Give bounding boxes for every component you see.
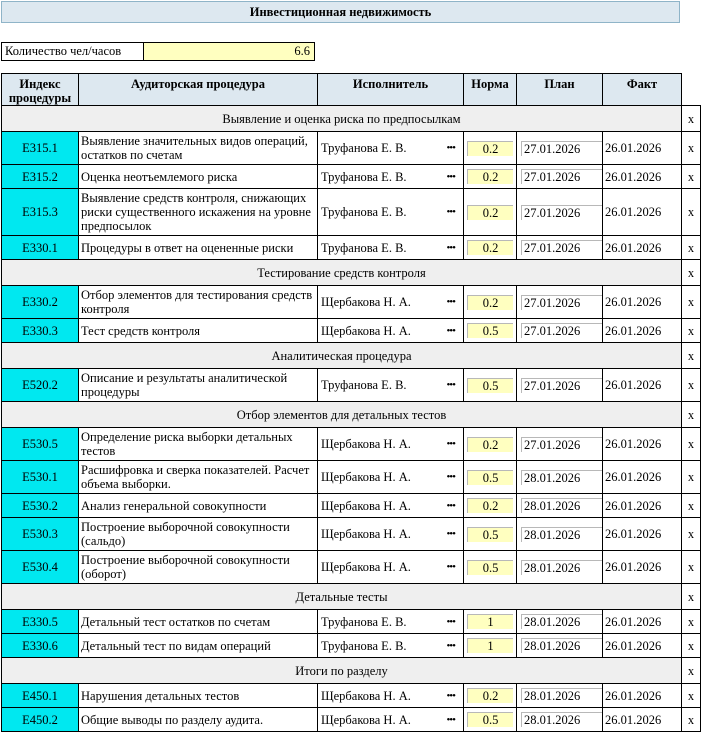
- executor-name: Труфанова Е. В.: [321, 614, 407, 629]
- norm-value[interactable]: 0.2: [467, 169, 513, 184]
- section-remove-button[interactable]: x: [682, 343, 701, 369]
- plan-date[interactable]: [517, 428, 603, 461]
- executor-picker-icon[interactable]: •••: [446, 324, 455, 337]
- executor-picker-icon[interactable]: •••: [446, 206, 455, 218]
- section-remove-button[interactable]: x: [682, 260, 701, 286]
- table-header: [2, 74, 701, 106]
- norm-value[interactable]: 0.5: [467, 527, 513, 542]
- fact-date[interactable]: 26.01.2026: [603, 518, 682, 551]
- row-remove-button[interactable]: x: [682, 551, 701, 584]
- section-title: Детальные тесты: [2, 584, 682, 610]
- section-remove-button[interactable]: x: [682, 402, 701, 428]
- header-fact: Факт: [603, 74, 682, 106]
- table-row: [2, 132, 701, 165]
- executor-name: Щербакова Н. А.: [321, 688, 411, 703]
- header-norm: Норма: [464, 74, 517, 106]
- row-remove-button[interactable]: x: [682, 634, 701, 658]
- fact-date[interactable]: 26.01.2026: [603, 428, 682, 461]
- procedure-name[interactable]: Построение выборочной совокупности (сальдо): [79, 518, 318, 551]
- norm-value[interactable]: 0.2: [467, 205, 513, 220]
- executor-picker-icon[interactable]: •••: [446, 296, 455, 308]
- norm-value[interactable]: 0.2: [467, 240, 513, 255]
- norm-cell[interactable]: [464, 518, 517, 551]
- table-row: [2, 551, 701, 584]
- plan-date-value[interactable]: 27.01.2026: [521, 169, 602, 184]
- section-title: Тестирование средств контроля: [2, 260, 682, 286]
- fact-date[interactable]: 26.01.2026: [603, 634, 682, 658]
- executor-cell[interactable]: [318, 165, 464, 189]
- fact-date[interactable]: 26.01.2026: [603, 189, 682, 236]
- section-row: [2, 106, 701, 132]
- executor-picker-icon[interactable]: •••: [446, 379, 455, 391]
- executor-picker-icon[interactable]: •••: [446, 639, 455, 652]
- norm-cell[interactable]: [464, 319, 517, 343]
- procedure-name[interactable]: Построение выборочной совокупности (оборот): [79, 551, 318, 584]
- procedure-name[interactable]: Отбор элементов для тестирования средств контроля: [79, 286, 318, 319]
- executor-picker-icon[interactable]: •••: [446, 499, 455, 512]
- procedure-name[interactable]: Детальный тест по видам операций: [79, 634, 318, 658]
- norm-value[interactable]: 0.2: [467, 141, 513, 156]
- procedure-index[interactable]: E330.2: [2, 286, 79, 319]
- norm-value[interactable]: 0.5: [467, 470, 513, 485]
- plan-date-value[interactable]: 27.01.2026: [521, 323, 602, 338]
- section-title: Аналитическая процедура: [2, 343, 682, 369]
- table-row: [2, 189, 701, 236]
- plan-date[interactable]: [517, 369, 603, 402]
- fact-date[interactable]: 26.01.2026: [603, 165, 682, 189]
- plan-date[interactable]: [517, 634, 603, 658]
- table-row: [2, 165, 701, 189]
- norm-value[interactable]: 0.5: [467, 712, 513, 727]
- table-row: [2, 428, 701, 461]
- norm-value[interactable]: 0.2: [467, 498, 513, 513]
- executor-name: Щербакова Н. А.: [321, 470, 411, 484]
- plan-date[interactable]: [517, 165, 603, 189]
- table-row: [2, 319, 701, 343]
- fact-date[interactable]: 26.01.2026: [603, 319, 682, 343]
- norm-cell[interactable]: [464, 428, 517, 461]
- row-remove-button[interactable]: x: [682, 684, 701, 708]
- section-row: [2, 402, 701, 428]
- executor-name: Щербакова Н. А.: [321, 560, 411, 574]
- header-executor: Исполнитель: [318, 74, 464, 106]
- fact-date[interactable]: 26.01.2026: [603, 461, 682, 494]
- plan-date-value[interactable]: 27.01.2026: [521, 437, 602, 452]
- executor-name: Щербакова Н. А.: [321, 295, 411, 309]
- executor-cell[interactable]: [318, 634, 464, 658]
- norm-cell[interactable]: [464, 286, 517, 319]
- norm-cell[interactable]: [464, 189, 517, 236]
- procedure-name[interactable]: Тест средств контроля: [79, 319, 318, 343]
- executor-cell[interactable]: [318, 236, 464, 260]
- plan-date-value[interactable]: 28.01.2026: [521, 527, 602, 542]
- plan-date[interactable]: [517, 518, 603, 551]
- table-row: [2, 684, 701, 708]
- fact-date[interactable]: 26.01.2026: [603, 236, 682, 260]
- plan-date[interactable]: [517, 551, 603, 584]
- fact-date[interactable]: 26.01.2026: [603, 610, 682, 634]
- plan-date-value[interactable]: 28.01.2026: [521, 614, 602, 629]
- norm-value[interactable]: 0.5: [467, 323, 513, 338]
- procedure-name[interactable]: Описание и результаты аналитической процедуры: [79, 369, 318, 402]
- fact-date[interactable]: 26.01.2026: [603, 369, 682, 402]
- plan-date-value[interactable]: 28.01.2026: [521, 470, 602, 485]
- executor-cell[interactable]: [318, 428, 464, 461]
- plan-date[interactable]: [517, 132, 603, 165]
- plan-date[interactable]: [517, 708, 603, 732]
- table-row: [2, 461, 701, 494]
- section-row: [2, 260, 701, 286]
- executor-cell[interactable]: [318, 551, 464, 584]
- row-remove-button[interactable]: x: [682, 319, 701, 343]
- row-remove-button[interactable]: x: [682, 165, 701, 189]
- plan-date[interactable]: [517, 286, 603, 319]
- procedure-index[interactable]: E530.5: [2, 428, 79, 461]
- executor-cell[interactable]: [318, 319, 464, 343]
- procedure-name[interactable]: Оценка неотъемлемого риска: [79, 165, 318, 189]
- executor-name: Труфанова Е. В.: [321, 378, 407, 392]
- executor-name: Щербакова Н. А.: [321, 527, 411, 541]
- section-title: Отбор элементов для детальных тестов: [2, 402, 682, 428]
- header-spacer: [682, 74, 701, 106]
- executor-picker-icon[interactable]: •••: [446, 170, 455, 183]
- table-body: [2, 106, 701, 732]
- plan-date-value[interactable]: 28.01.2026: [521, 560, 602, 575]
- plan-date-value[interactable]: 27.01.2026: [521, 205, 602, 220]
- row-remove-button[interactable]: x: [682, 610, 701, 634]
- norm-value[interactable]: 0.2: [467, 437, 513, 452]
- executor-name: Щербакова Н. А.: [321, 323, 411, 338]
- procedure-index[interactable]: E315.1: [2, 132, 79, 165]
- procedure-name[interactable]: Выявление значительных видов операций, остатков по счетам: [79, 132, 318, 165]
- procedure-index[interactable]: E530.2: [2, 494, 79, 518]
- procedure-index[interactable]: E330.6: [2, 634, 79, 658]
- procedure-index[interactable]: E330.5: [2, 610, 79, 634]
- executor-name: Щербакова Н. А.: [321, 498, 411, 513]
- executor-picker-icon[interactable]: •••: [446, 615, 455, 628]
- procedure-index[interactable]: E530.1: [2, 461, 79, 494]
- norm-cell[interactable]: [464, 165, 517, 189]
- executor-cell[interactable]: [318, 684, 464, 708]
- procedure-name[interactable]: Расшифровка и сверка показателей. Расчет объема выборки.: [79, 461, 318, 494]
- row-remove-button[interactable]: x: [682, 369, 701, 402]
- executor-picker-icon[interactable]: •••: [446, 561, 455, 573]
- norm-value[interactable]: 0.5: [467, 378, 513, 393]
- plan-date-value[interactable]: 27.01.2026: [521, 240, 602, 255]
- plan-date[interactable]: [517, 684, 603, 708]
- procedure-index[interactable]: E330.1: [2, 236, 79, 260]
- executor-cell[interactable]: [318, 461, 464, 494]
- hours-label: Количество чел/часов: [1, 42, 144, 61]
- norm-cell[interactable]: [464, 236, 517, 260]
- norm-cell[interactable]: [464, 551, 517, 584]
- executor-name: Труфанова Е. В.: [321, 240, 407, 255]
- executor-picker-icon[interactable]: •••: [446, 142, 455, 154]
- plan-date-value[interactable]: 28.01.2026: [521, 688, 602, 703]
- fact-date[interactable]: 26.01.2026: [603, 132, 682, 165]
- procedure-name[interactable]: Детальный тест остатков по счетам: [79, 610, 318, 634]
- row-remove-button[interactable]: x: [682, 286, 701, 319]
- executor-cell[interactable]: [318, 286, 464, 319]
- section-title: Итоги по разделу: [2, 658, 682, 684]
- plan-date-value[interactable]: 28.01.2026: [521, 638, 602, 653]
- norm-value[interactable]: 0.2: [467, 295, 513, 310]
- table-row: [2, 518, 701, 551]
- procedure-name[interactable]: Выявление средств контроля, снижающих риски существенного искажения на уровне предпосылок: [79, 189, 318, 236]
- plan-date-value[interactable]: 27.01.2026: [521, 378, 602, 393]
- table-row: [2, 708, 701, 732]
- procedures-table: [1, 73, 701, 732]
- norm-cell[interactable]: [464, 369, 517, 402]
- procedure-index[interactable]: E330.3: [2, 319, 79, 343]
- row-remove-button[interactable]: x: [682, 189, 701, 236]
- fact-date[interactable]: 26.01.2026: [603, 684, 682, 708]
- procedure-name[interactable]: Нарушения детальных тестов: [79, 684, 318, 708]
- row-remove-button[interactable]: x: [682, 494, 701, 518]
- procedure-name[interactable]: Процедуры в ответ на оцененные риски: [79, 236, 318, 260]
- plan-date[interactable]: [517, 189, 603, 236]
- section-row: [2, 658, 701, 684]
- fact-date[interactable]: 26.01.2026: [603, 551, 682, 584]
- norm-value[interactable]: 0.5: [467, 560, 513, 575]
- plan-date-value[interactable]: 28.01.2026: [521, 498, 602, 513]
- procedure-index[interactable]: E450.1: [2, 684, 79, 708]
- section-remove-button[interactable]: x: [682, 658, 701, 684]
- executor-picker-icon[interactable]: •••: [446, 241, 455, 254]
- procedure-name[interactable]: Общие выводы по разделу аудита.: [79, 708, 318, 732]
- norm-cell[interactable]: [464, 461, 517, 494]
- row-remove-button[interactable]: x: [682, 461, 701, 494]
- norm-value[interactable]: 1: [467, 614, 513, 629]
- hours-value[interactable]: 6.6: [144, 42, 315, 61]
- executor-cell[interactable]: [318, 494, 464, 518]
- executor-name: Щербакова Н. А.: [321, 712, 411, 727]
- section-title: Выявление и оценка риска по предпосылкам: [2, 106, 682, 132]
- executor-cell[interactable]: [318, 708, 464, 732]
- plan-date[interactable]: [517, 319, 603, 343]
- norm-cell[interactable]: [464, 610, 517, 634]
- procedure-name[interactable]: Анализ генеральной совокупности: [79, 494, 318, 518]
- plan-date-value[interactable]: 28.01.2026: [521, 712, 602, 727]
- sheet-title: Инвестиционная недвижимость: [1, 1, 680, 23]
- procedure-index[interactable]: E450.2: [2, 708, 79, 732]
- executor-picker-icon[interactable]: •••: [446, 713, 455, 726]
- header-procedure: Аудиторская процедура: [79, 74, 318, 106]
- norm-value[interactable]: 1: [467, 638, 513, 653]
- plan-date-value[interactable]: 27.01.2026: [521, 141, 602, 156]
- executor-picker-icon[interactable]: •••: [446, 471, 455, 483]
- row-remove-button[interactable]: x: [682, 132, 701, 165]
- norm-cell[interactable]: [464, 708, 517, 732]
- procedure-index[interactable]: E315.2: [2, 165, 79, 189]
- executor-cell[interactable]: [318, 369, 464, 402]
- table-row: [2, 610, 701, 634]
- executor-name: Труфанова Е. В.: [321, 638, 407, 653]
- norm-cell[interactable]: [464, 494, 517, 518]
- plan-date[interactable]: [517, 236, 603, 260]
- norm-cell[interactable]: [464, 132, 517, 165]
- row-remove-button[interactable]: x: [682, 236, 701, 260]
- executor-name: Труфанова Е. В.: [321, 205, 407, 219]
- row-remove-button[interactable]: x: [682, 518, 701, 551]
- executor-cell[interactable]: [318, 189, 464, 236]
- executor-name: Труфанова Е. В.: [321, 141, 407, 155]
- procedure-index[interactable]: E530.3: [2, 518, 79, 551]
- section-remove-button[interactable]: x: [682, 584, 701, 610]
- norm-cell[interactable]: [464, 634, 517, 658]
- executor-cell[interactable]: [318, 132, 464, 165]
- section-row: [2, 343, 701, 369]
- row-remove-button[interactable]: x: [682, 428, 701, 461]
- executor-cell[interactable]: [318, 518, 464, 551]
- norm-value[interactable]: 0.2: [467, 688, 513, 703]
- table-row: [2, 286, 701, 319]
- section-row: [2, 584, 701, 610]
- executor-name: Труфанова Е. В.: [321, 169, 407, 184]
- procedure-index[interactable]: E530.4: [2, 551, 79, 584]
- norm-cell[interactable]: [464, 684, 517, 708]
- plan-date-value[interactable]: 27.01.2026: [521, 295, 602, 310]
- fact-date[interactable]: 26.01.2026: [603, 708, 682, 732]
- fact-date[interactable]: 26.01.2026: [603, 494, 682, 518]
- table-row: [2, 634, 701, 658]
- executor-picker-icon[interactable]: •••: [446, 689, 455, 702]
- table-row: [2, 236, 701, 260]
- executor-name: Щербакова Н. А.: [321, 437, 411, 451]
- header-index: Индекс процедуры: [2, 74, 79, 106]
- procedure-index[interactable]: E315.3: [2, 189, 79, 236]
- section-remove-button[interactable]: x: [682, 106, 701, 132]
- header-plan: План: [517, 74, 603, 106]
- executor-picker-icon[interactable]: •••: [446, 438, 455, 450]
- plan-date[interactable]: [517, 610, 603, 634]
- executor-cell[interactable]: [318, 610, 464, 634]
- procedure-index[interactable]: E520.2: [2, 369, 79, 402]
- table-row: [2, 494, 701, 518]
- plan-date[interactable]: [517, 494, 603, 518]
- plan-date[interactable]: [517, 461, 603, 494]
- procedure-name[interactable]: Определение риска выборки детальных тестов: [79, 428, 318, 461]
- fact-date[interactable]: 26.01.2026: [603, 286, 682, 319]
- executor-picker-icon[interactable]: •••: [446, 528, 455, 540]
- row-remove-button[interactable]: x: [682, 708, 701, 732]
- table-row: [2, 369, 701, 402]
